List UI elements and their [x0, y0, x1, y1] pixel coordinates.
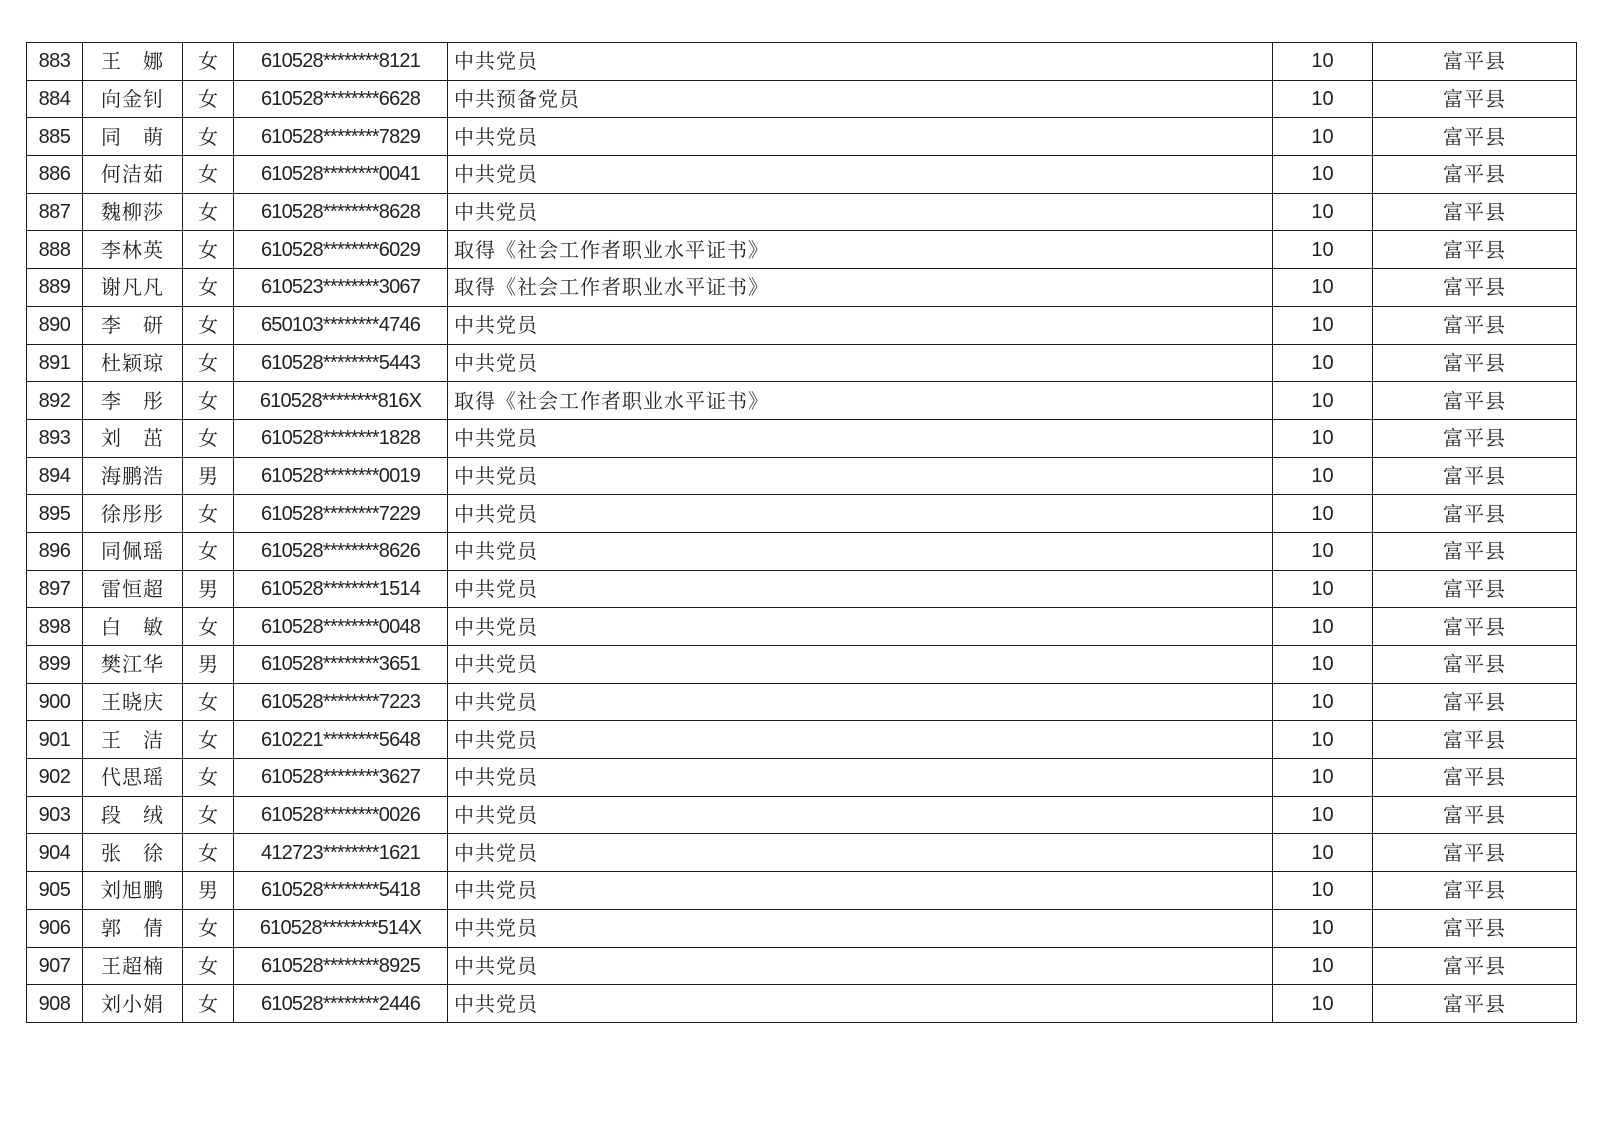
- gender-cell: 男: [183, 457, 234, 495]
- name-cell: 雷恒超: [83, 570, 183, 608]
- county-cell: 富平县: [1373, 947, 1577, 985]
- score-cell: 10: [1273, 306, 1373, 344]
- gender-cell: 女: [183, 419, 234, 457]
- name-cell: 徐彤彤: [83, 495, 183, 533]
- score-cell: 10: [1273, 683, 1373, 721]
- county-cell: 富平县: [1373, 985, 1577, 1023]
- table-row: [27, 495, 1577, 533]
- condition-cell: 取得《社会工作者职业水平证书》: [448, 382, 1273, 420]
- gender-cell: 男: [183, 872, 234, 910]
- gender-cell: 女: [183, 683, 234, 721]
- name-cell: 王超楠: [83, 947, 183, 985]
- county-cell: 富平县: [1373, 683, 1577, 721]
- serial-number-cell: 885: [27, 118, 83, 156]
- condition-cell: 中共党员: [448, 796, 1273, 834]
- name-cell: 张 徐: [83, 834, 183, 872]
- serial-number-cell: 890: [27, 306, 83, 344]
- gender-cell: 女: [183, 759, 234, 797]
- id-number-cell: 610528********6628: [234, 80, 448, 118]
- condition-cell: 中共党员: [448, 570, 1273, 608]
- name-cell: 樊江华: [83, 646, 183, 684]
- table-row: [27, 796, 1577, 834]
- id-number-cell: 610528********1828: [234, 419, 448, 457]
- table-row: [27, 231, 1577, 269]
- condition-cell: 中共党员: [448, 909, 1273, 947]
- table-row: [27, 570, 1577, 608]
- serial-number-cell: 899: [27, 646, 83, 684]
- gender-cell: 女: [183, 156, 234, 194]
- county-cell: 富平县: [1373, 419, 1577, 457]
- id-number-cell: 610528********6029: [234, 231, 448, 269]
- score-cell: 10: [1273, 646, 1373, 684]
- score-cell: 10: [1273, 796, 1373, 834]
- score-cell: 10: [1273, 834, 1373, 872]
- name-cell: 魏柳莎: [83, 193, 183, 231]
- score-cell: 10: [1273, 721, 1373, 759]
- gender-cell: 女: [183, 306, 234, 344]
- serial-number-cell: 897: [27, 570, 83, 608]
- condition-cell: 中共党员: [448, 419, 1273, 457]
- name-cell: 李 彤: [83, 382, 183, 420]
- serial-number-cell: 894: [27, 457, 83, 495]
- score-cell: 10: [1273, 382, 1373, 420]
- serial-number-cell: 908: [27, 985, 83, 1023]
- condition-cell: 中共党员: [448, 947, 1273, 985]
- table-row: [27, 646, 1577, 684]
- gender-cell: 女: [183, 608, 234, 646]
- serial-number-cell: 883: [27, 43, 83, 81]
- table-row: [27, 721, 1577, 759]
- score-cell: 10: [1273, 909, 1373, 947]
- county-cell: 富平县: [1373, 306, 1577, 344]
- id-number-cell: 610528********7223: [234, 683, 448, 721]
- county-cell: 富平县: [1373, 156, 1577, 194]
- gender-cell: 女: [183, 193, 234, 231]
- county-cell: 富平县: [1373, 80, 1577, 118]
- gender-cell: 女: [183, 495, 234, 533]
- serial-number-cell: 907: [27, 947, 83, 985]
- condition-cell: 中共党员: [448, 721, 1273, 759]
- condition-cell: 中共党员: [448, 872, 1273, 910]
- county-cell: 富平县: [1373, 344, 1577, 382]
- id-number-cell: 610528********8925: [234, 947, 448, 985]
- county-cell: 富平县: [1373, 608, 1577, 646]
- county-cell: 富平县: [1373, 834, 1577, 872]
- condition-cell: 中共党员: [448, 683, 1273, 721]
- condition-cell: 中共党员: [448, 646, 1273, 684]
- name-cell: 郭 倩: [83, 909, 183, 947]
- serial-number-cell: 887: [27, 193, 83, 231]
- name-cell: 海鹏浩: [83, 457, 183, 495]
- county-cell: 富平县: [1373, 43, 1577, 81]
- score-cell: 10: [1273, 608, 1373, 646]
- score-cell: 10: [1273, 344, 1373, 382]
- score-cell: 10: [1273, 269, 1373, 307]
- gender-cell: 女: [183, 796, 234, 834]
- county-cell: 富平县: [1373, 382, 1577, 420]
- gender-cell: 女: [183, 344, 234, 382]
- table-row: [27, 419, 1577, 457]
- serial-number-cell: 905: [27, 872, 83, 910]
- id-number-cell: 610528********2446: [234, 985, 448, 1023]
- condition-cell: 取得《社会工作者职业水平证书》: [448, 269, 1273, 307]
- id-number-cell: 610528********8121: [234, 43, 448, 81]
- gender-cell: 女: [183, 834, 234, 872]
- score-cell: 10: [1273, 80, 1373, 118]
- table-row: [27, 985, 1577, 1023]
- county-cell: 富平县: [1373, 193, 1577, 231]
- county-cell: 富平县: [1373, 872, 1577, 910]
- condition-cell: 中共党员: [448, 495, 1273, 533]
- name-cell: 白 敏: [83, 608, 183, 646]
- table-row: [27, 909, 1577, 947]
- name-cell: 王 娜: [83, 43, 183, 81]
- score-cell: 10: [1273, 947, 1373, 985]
- gender-cell: 女: [183, 909, 234, 947]
- score-cell: 10: [1273, 532, 1373, 570]
- condition-cell: 取得《社会工作者职业水平证书》: [448, 231, 1273, 269]
- gender-cell: 女: [183, 721, 234, 759]
- condition-cell: 中共党员: [448, 532, 1273, 570]
- name-cell: 向金钊: [83, 80, 183, 118]
- name-cell: 王晓庆: [83, 683, 183, 721]
- score-cell: 10: [1273, 872, 1373, 910]
- gender-cell: 女: [183, 269, 234, 307]
- condition-cell: 中共党员: [448, 985, 1273, 1023]
- score-cell: 10: [1273, 118, 1373, 156]
- serial-number-cell: 904: [27, 834, 83, 872]
- county-cell: 富平县: [1373, 796, 1577, 834]
- gender-cell: 女: [183, 80, 234, 118]
- gender-cell: 男: [183, 570, 234, 608]
- serial-number-cell: 892: [27, 382, 83, 420]
- name-cell: 段 绒: [83, 796, 183, 834]
- table-row: [27, 759, 1577, 797]
- serial-number-cell: 902: [27, 759, 83, 797]
- gender-cell: 女: [183, 382, 234, 420]
- condition-cell: 中共党员: [448, 457, 1273, 495]
- serial-number-cell: 891: [27, 344, 83, 382]
- id-number-cell: 610528********8626: [234, 532, 448, 570]
- table-row: [27, 269, 1577, 307]
- serial-number-cell: 900: [27, 683, 83, 721]
- gender-cell: 女: [183, 118, 234, 156]
- score-cell: 10: [1273, 759, 1373, 797]
- condition-cell: 中共党员: [448, 344, 1273, 382]
- gender-cell: 男: [183, 646, 234, 684]
- condition-cell: 中共党员: [448, 306, 1273, 344]
- id-number-cell: 610528********3651: [234, 646, 448, 684]
- id-number-cell: 610528********8628: [234, 193, 448, 231]
- id-number-cell: 610528********5443: [234, 344, 448, 382]
- county-cell: 富平县: [1373, 759, 1577, 797]
- serial-number-cell: 886: [27, 156, 83, 194]
- serial-number-cell: 889: [27, 269, 83, 307]
- score-cell: 10: [1273, 457, 1373, 495]
- id-number-cell: 610528********0041: [234, 156, 448, 194]
- table-row: [27, 457, 1577, 495]
- table-row: [27, 156, 1577, 194]
- name-cell: 李林英: [83, 231, 183, 269]
- county-cell: 富平县: [1373, 495, 1577, 533]
- gender-cell: 女: [183, 985, 234, 1023]
- name-cell: 李 研: [83, 306, 183, 344]
- score-cell: 10: [1273, 495, 1373, 533]
- condition-cell: 中共党员: [448, 193, 1273, 231]
- name-cell: 同佩瑶: [83, 532, 183, 570]
- table-row: [27, 43, 1577, 81]
- roster-table: [26, 42, 1577, 1023]
- table-row: [27, 532, 1577, 570]
- name-cell: 何洁茹: [83, 156, 183, 194]
- table-row: [27, 608, 1577, 646]
- county-cell: 富平县: [1373, 118, 1577, 156]
- condition-cell: 中共预备党员: [448, 80, 1273, 118]
- name-cell: 同 萌: [83, 118, 183, 156]
- serial-number-cell: 896: [27, 532, 83, 570]
- id-number-cell: 610528********7229: [234, 495, 448, 533]
- score-cell: 10: [1273, 156, 1373, 194]
- gender-cell: 女: [183, 947, 234, 985]
- id-number-cell: 610528********0048: [234, 608, 448, 646]
- id-number-cell: 610221********5648: [234, 721, 448, 759]
- county-cell: 富平县: [1373, 570, 1577, 608]
- id-number-cell: 610528********5418: [234, 872, 448, 910]
- name-cell: 代思瑶: [83, 759, 183, 797]
- id-number-cell: 650103********4746: [234, 306, 448, 344]
- id-number-cell: 610523********3067: [234, 269, 448, 307]
- score-cell: 10: [1273, 985, 1373, 1023]
- id-number-cell: 610528********0019: [234, 457, 448, 495]
- score-cell: 10: [1273, 570, 1373, 608]
- county-cell: 富平县: [1373, 721, 1577, 759]
- county-cell: 富平县: [1373, 909, 1577, 947]
- name-cell: 王 洁: [83, 721, 183, 759]
- serial-number-cell: 888: [27, 231, 83, 269]
- score-cell: 10: [1273, 419, 1373, 457]
- table-row: [27, 872, 1577, 910]
- condition-cell: 中共党员: [448, 608, 1273, 646]
- score-cell: 10: [1273, 193, 1373, 231]
- serial-number-cell: 901: [27, 721, 83, 759]
- gender-cell: 女: [183, 532, 234, 570]
- county-cell: 富平县: [1373, 532, 1577, 570]
- id-number-cell: 610528********514X: [234, 909, 448, 947]
- table-row: [27, 80, 1577, 118]
- id-number-cell: 412723********1621: [234, 834, 448, 872]
- table-row: [27, 947, 1577, 985]
- table-row: [27, 306, 1577, 344]
- serial-number-cell: 884: [27, 80, 83, 118]
- table-body: [27, 43, 1577, 1023]
- id-number-cell: 610528********816X: [234, 382, 448, 420]
- gender-cell: 女: [183, 43, 234, 81]
- condition-cell: 中共党员: [448, 759, 1273, 797]
- id-number-cell: 610528********7829: [234, 118, 448, 156]
- id-number-cell: 610528********0026: [234, 796, 448, 834]
- serial-number-cell: 906: [27, 909, 83, 947]
- serial-number-cell: 895: [27, 495, 83, 533]
- condition-cell: 中共党员: [448, 156, 1273, 194]
- table-row: [27, 193, 1577, 231]
- id-number-cell: 610528********3627: [234, 759, 448, 797]
- condition-cell: 中共党员: [448, 834, 1273, 872]
- condition-cell: 中共党员: [448, 118, 1273, 156]
- id-number-cell: 610528********1514: [234, 570, 448, 608]
- table-row: [27, 118, 1577, 156]
- name-cell: 刘小娟: [83, 985, 183, 1023]
- gender-cell: 女: [183, 231, 234, 269]
- serial-number-cell: 903: [27, 796, 83, 834]
- name-cell: 刘旭鹏: [83, 872, 183, 910]
- score-cell: 10: [1273, 231, 1373, 269]
- county-cell: 富平县: [1373, 231, 1577, 269]
- serial-number-cell: 898: [27, 608, 83, 646]
- county-cell: 富平县: [1373, 457, 1577, 495]
- condition-cell: 中共党员: [448, 43, 1273, 81]
- county-cell: 富平县: [1373, 646, 1577, 684]
- table-row: [27, 382, 1577, 420]
- name-cell: 刘 茁: [83, 419, 183, 457]
- serial-number-cell: 893: [27, 419, 83, 457]
- county-cell: 富平县: [1373, 269, 1577, 307]
- name-cell: 谢凡凡: [83, 269, 183, 307]
- table-row: [27, 344, 1577, 382]
- table-row: [27, 834, 1577, 872]
- score-cell: 10: [1273, 43, 1373, 81]
- name-cell: 杜颖琼: [83, 344, 183, 382]
- table-row: [27, 683, 1577, 721]
